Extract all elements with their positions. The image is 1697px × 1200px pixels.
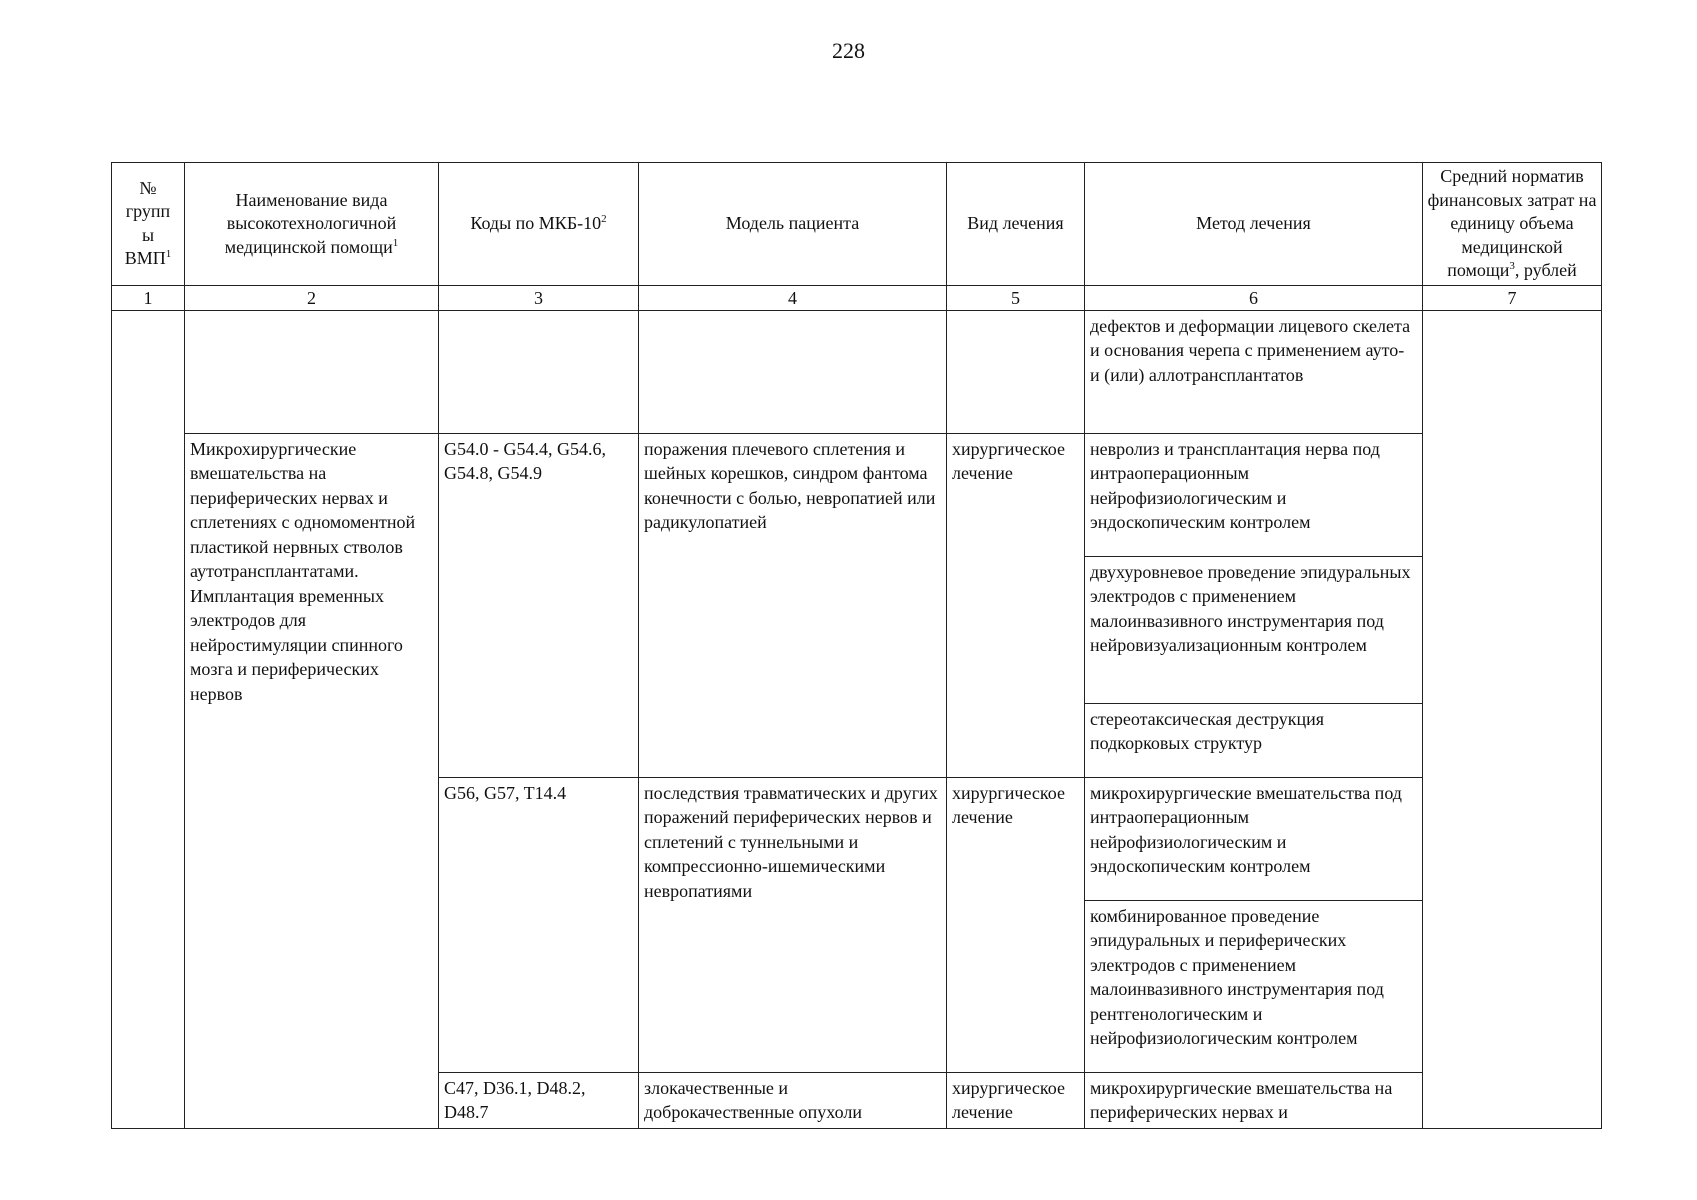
method-cell: стереотаксическая деструкция подкорковых структур bbox=[1085, 703, 1423, 777]
column-number: 2 bbox=[185, 285, 439, 310]
table-row bbox=[112, 310, 1602, 433]
header-treatment-type: Вид лечения bbox=[947, 163, 1085, 286]
cost-cell bbox=[1423, 310, 1602, 1128]
icd-codes-cell: C47, D36.1, D48.2, D48.7 bbox=[439, 1072, 639, 1128]
header-icd-codes: Коды по МКБ-$10^2$ bbox=[439, 163, 639, 286]
table-row bbox=[112, 433, 1602, 556]
column-number: 5 bbox=[947, 285, 1085, 310]
empty-cell bbox=[185, 310, 439, 433]
column-number: 6 bbox=[1085, 285, 1423, 310]
header-row bbox=[112, 163, 1602, 286]
header-patient-model: Модель пациента bbox=[639, 163, 947, 286]
patient-model-cell: поражения плечевого сплетения и шейных корешков, синдром фантома конечности с болью, невропатией или радикулопатией bbox=[639, 433, 947, 777]
vmp-table bbox=[111, 162, 1602, 1129]
patient-model-cell: злокачественные и доброкачественные опухоли bbox=[639, 1072, 947, 1128]
method-cell: микрохирургические вмешательства под интраоперационным нейрофизиологическим и эндоскопическим контролем bbox=[1085, 777, 1423, 900]
column-number: 4 bbox=[639, 285, 947, 310]
patient-model-cell: последствия травматических и других поражений периферических нервов и сплетений с туннельными и компрессионно-ишемическими невропатиями bbox=[639, 777, 947, 1072]
header-vmp-name: Наименование вида высокотехнологичной медицинской помощи$^1$ bbox=[185, 163, 439, 286]
column-number: 1 bbox=[112, 285, 185, 310]
method-cell: комбинированное проведение эпидуральных и периферических электродов с применением малоинвазивного инструментария под рентгенологическим и нейрофизиологическим контролем bbox=[1085, 900, 1423, 1072]
column-number: 7 bbox=[1423, 285, 1602, 310]
method-cell: дефектов и деформации лицевого скелета и основания черепа с применением ауто- и (или) аллотрансплантатов bbox=[1085, 310, 1423, 433]
empty-cell bbox=[639, 310, 947, 433]
column-number: 3 bbox=[439, 285, 639, 310]
icd-codes-cell: G56, G57, T14.4 bbox=[439, 777, 639, 1072]
empty-cell bbox=[947, 310, 1085, 433]
header-treatment-method: Метод лечения bbox=[1085, 163, 1423, 286]
header-group-number: № групп ы ВМП$^1$ bbox=[112, 163, 185, 286]
header-cost-norm: Средний норматив финансовых затрат на единицу объема медицинской помощи$^3$, рублей bbox=[1423, 163, 1602, 286]
icd-codes-cell: G54.0 - G54.4, G54.6, G54.8, G54.9 bbox=[439, 433, 639, 777]
method-cell: невролиз и трансплантация нерва под интраоперационным нейрофизиологическим и эндоскопическим контролем bbox=[1085, 433, 1423, 556]
vmp-name-cell: Микрохирургические вмешательства на периферических нервах и сплетениях с одномоментной пластикой нервных стволов аутотрансплантатами. Имплантация временных электродов для нейростимуляции спинного мозга и периферических нервов bbox=[185, 433, 439, 1128]
group-number-cell bbox=[112, 310, 185, 1128]
page-number: 228 bbox=[832, 38, 865, 63]
treatment-type-cell: хирургическое лечение bbox=[947, 777, 1085, 1072]
column-numbers-row bbox=[112, 285, 1602, 310]
method-cell: двухуровневое проведение эпидуральных электродов с применением малоинвазивного инструментария под нейровизуализационным контролем bbox=[1085, 556, 1423, 703]
treatment-type-cell: хирургическое лечение bbox=[947, 1072, 1085, 1128]
method-cell: микрохирургические вмешательства на периферических нервах и bbox=[1085, 1072, 1423, 1128]
empty-cell bbox=[439, 310, 639, 433]
treatment-type-cell: хирургическое лечение bbox=[947, 433, 1085, 777]
